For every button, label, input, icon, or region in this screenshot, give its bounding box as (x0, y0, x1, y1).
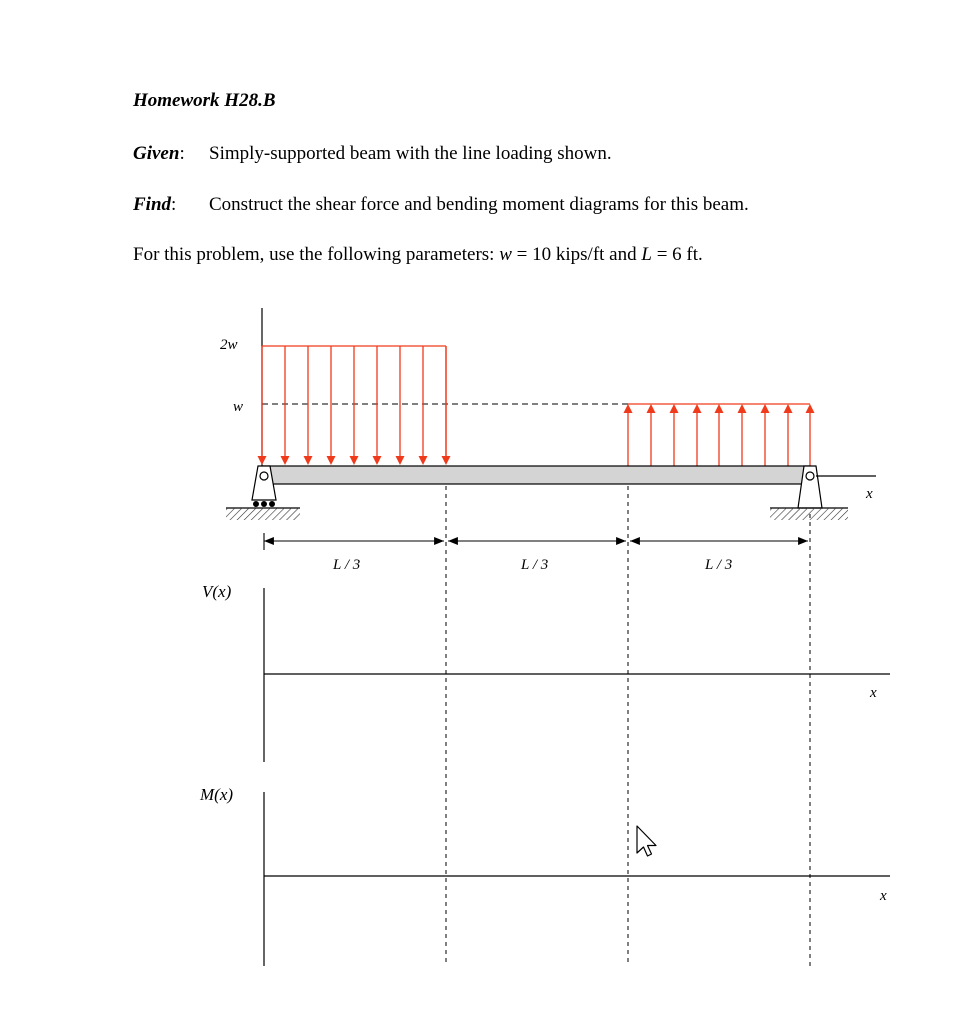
load-label-2w: 2w (220, 337, 238, 353)
param-w-symbol: w (499, 244, 512, 265)
mouse-cursor-icon (637, 826, 656, 856)
down-load-arrow (442, 346, 451, 465)
upward-load-arrows (624, 404, 815, 466)
down-load-arrow (419, 346, 428, 465)
shear-x-label: x (870, 685, 877, 701)
up-load-arrow (647, 404, 656, 466)
down-load-arrow (373, 346, 382, 465)
load-label-w: w (233, 399, 244, 415)
up-load-arrow (670, 404, 679, 466)
shear-label: V(x) (202, 582, 232, 601)
down-load-arrow (396, 346, 405, 465)
segment-label-2: L / 3 (521, 557, 549, 573)
up-load-arrow (806, 404, 815, 466)
up-load-arrow (738, 404, 747, 466)
homework-title: Homework H28.B (133, 90, 276, 111)
up-load-arrow (624, 404, 633, 466)
given-text: Simply-supported beam with the line loading shown. (209, 143, 612, 164)
down-load-arrow (258, 346, 267, 465)
up-load-arrow (715, 404, 724, 466)
down-load-arrow (327, 346, 336, 465)
down-load-arrow (304, 346, 313, 465)
dimension-lines (264, 533, 808, 550)
find-text: Construct the shear force and bending moment diagrams for this beam. (209, 194, 749, 215)
beam-x-label: x (866, 486, 873, 502)
find-colon: : (171, 194, 177, 215)
up-load-arrow (761, 404, 770, 466)
find-label: Find (133, 194, 172, 215)
given-label: Given (133, 143, 180, 164)
param-L-value: = 6 ft. (651, 244, 703, 265)
section-guides (446, 486, 810, 966)
down-load-arrow (281, 346, 290, 465)
up-load-arrow (693, 404, 702, 466)
param-L-symbol: L (641, 244, 652, 265)
param-w-value: = 10 kips/ft and (511, 244, 642, 265)
down-load-arrow (350, 346, 359, 465)
beam (262, 466, 810, 484)
segment-label-3: L / 3 (705, 557, 733, 573)
downward-load-arrows (258, 346, 451, 465)
up-load-arrow (784, 404, 793, 466)
params-prefix: For this problem, use the following parameters: (133, 244, 500, 265)
moment-x-label: x (880, 888, 887, 904)
segment-label-1: L / 3 (333, 557, 361, 573)
moment-label: M(x) (200, 785, 234, 804)
given-colon: : (179, 143, 185, 164)
